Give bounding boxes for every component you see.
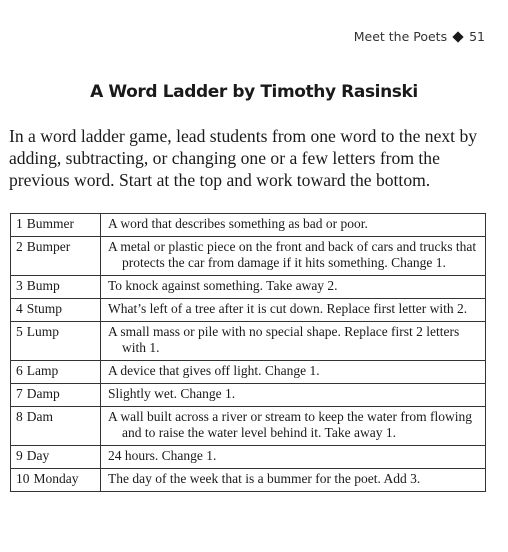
ladder-word-cell	[11, 237, 101, 276]
ladder-word-cell	[11, 322, 101, 361]
table-row	[11, 407, 486, 446]
table-row	[11, 384, 486, 407]
ladder-definition: To knock against something. Take away 2.	[108, 278, 338, 293]
ladder-definition: A metal or plastic piece on the front and back of cars and trucks that protects the car from damage if it hits something. Change 1.	[108, 239, 477, 270]
step-number: 5	[16, 324, 23, 339]
ladder-word-cell	[11, 446, 101, 469]
ladder-word: Stump	[26, 301, 63, 316]
table-row	[11, 446, 486, 469]
ladder-word: Day	[26, 448, 50, 463]
ladder-definition: Slightly wet. Change 1.	[108, 386, 236, 401]
ladder-word-cell	[11, 361, 101, 384]
table-row	[11, 361, 486, 384]
ladder-definition-cell	[101, 237, 486, 276]
table-row	[11, 322, 486, 361]
step-number: 7	[16, 386, 23, 401]
page-title: A Word Ladder by Timothy Rasinski	[90, 82, 418, 102]
step-number: 4	[16, 301, 23, 316]
ladder-definition-cell	[101, 407, 486, 446]
ladder-word-cell	[11, 214, 101, 237]
ladder-definition-cell	[101, 361, 486, 384]
ladder-definition: What’s left of a tree after it is cut down. Replace first letter with 2.	[108, 301, 468, 316]
ladder-word-cell	[11, 299, 101, 322]
ladder-definition-cell	[101, 384, 486, 407]
ladder-word: Damp	[26, 386, 60, 401]
ladder-word: Monday	[33, 471, 79, 486]
ladder-definition-cell	[101, 299, 486, 322]
step-number: 6	[16, 363, 23, 378]
ladder-word: Bummer	[26, 216, 74, 231]
ladder-definition: 24 hours. Change 1.	[108, 448, 217, 463]
step-number: 2	[16, 239, 23, 254]
diamond-icon	[452, 31, 463, 42]
ladder-definition: A word that describes something as bad or poor.	[108, 216, 368, 231]
step-number: 8	[16, 409, 23, 424]
ladder-word: Dam	[26, 409, 53, 424]
step-number: 9	[16, 448, 23, 463]
ladder-word-cell	[11, 469, 101, 492]
ladder-word: Lamp	[26, 363, 59, 378]
step-number: 10	[16, 471, 30, 486]
ladder-definition: A small mass or pile with no special shape. Replace first 2 letters with 1.	[108, 324, 460, 355]
ladder-definition: A wall built across a river or stream to keep the water from flowing and to raise the water level behind it. Take away 1.	[108, 409, 473, 440]
page-number: 51	[469, 29, 485, 44]
ladder-word: Bump	[26, 278, 60, 293]
ladder-word-cell	[11, 276, 101, 299]
ladder-definition-cell	[101, 446, 486, 469]
table-row	[11, 469, 486, 492]
ladder-word-cell	[11, 384, 101, 407]
ladder-word-cell	[11, 407, 101, 446]
word-ladder-rows	[11, 214, 486, 492]
ladder-definition-cell	[101, 322, 486, 361]
intro-paragraph: In a word ladder game, lead students from one word to the next by adding, subtracting, or changing one or a few letters from the previous word. Start at the top and work toward the bottom.	[9, 126, 478, 190]
ladder-definition-cell	[101, 276, 486, 299]
ladder-word: Bumper	[26, 239, 71, 254]
table-row	[11, 214, 486, 237]
section-title: Meet the Poets	[353, 29, 448, 44]
table-row	[11, 276, 486, 299]
table-row	[11, 237, 486, 276]
ladder-definition-cell	[101, 469, 486, 492]
step-number: 3	[16, 278, 23, 293]
step-number: 1	[16, 216, 23, 231]
page-header	[354, 29, 485, 44]
ladder-definition-cell	[101, 214, 486, 237]
ladder-definition: A device that gives off light. Change 1.	[108, 363, 320, 378]
ladder-word: Lump	[26, 324, 59, 339]
table-row	[11, 299, 486, 322]
word-ladder-table	[10, 213, 486, 492]
ladder-definition: The day of the week that is a bummer for the poet. Add 3.	[108, 471, 421, 486]
